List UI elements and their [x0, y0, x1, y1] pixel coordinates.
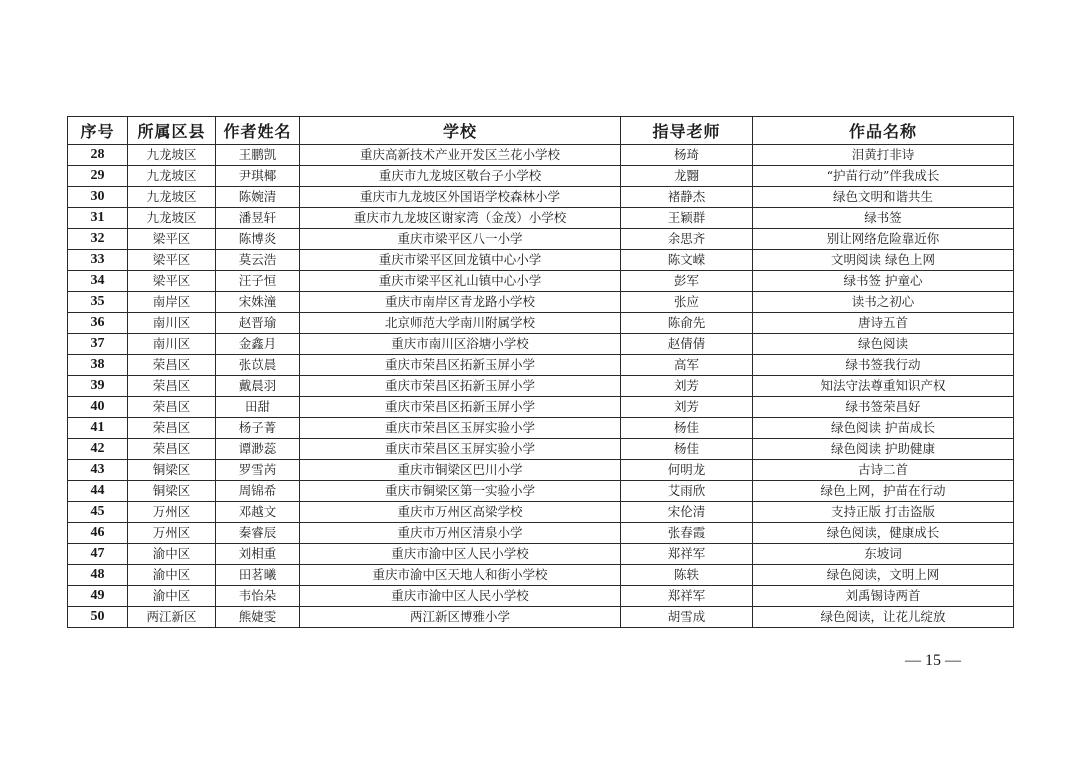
table-row [68, 145, 1014, 166]
cell-index: 48 [68, 565, 128, 586]
cell-school: 重庆市梁平区回龙镇中心小学 [300, 250, 621, 271]
cell-work-title: 绿书签我行动 [753, 355, 1014, 376]
cell-author: 周锦希 [216, 481, 300, 502]
cell-index: 37 [68, 334, 128, 355]
col-header-district: 所属区县 [128, 117, 216, 145]
cell-district: 万州区 [128, 523, 216, 544]
cell-school: 北京师范大学南川附属学校 [300, 313, 621, 334]
cell-school: 重庆市荣昌区玉屏实验小学 [300, 439, 621, 460]
cell-work-title: 绿色阅读，健康成长 [753, 523, 1014, 544]
cell-author: 邓越文 [216, 502, 300, 523]
table-row [68, 397, 1014, 418]
cell-teacher: 陈轶 [621, 565, 753, 586]
table-row [68, 418, 1014, 439]
table-row [68, 229, 1014, 250]
col-header-school: 学校 [300, 117, 621, 145]
cell-teacher: 郑祥军 [621, 544, 753, 565]
cell-work-title: 绿书签荣昌好 [753, 397, 1014, 418]
cell-district: 梁平区 [128, 250, 216, 271]
cell-work-title: 古诗二首 [753, 460, 1014, 481]
cell-school: 重庆市九龙坡区谢家湾（金茂）小学校 [300, 208, 621, 229]
cell-teacher: 何明龙 [621, 460, 753, 481]
cell-school: 重庆市九龙坡区外国语学校森林小学 [300, 187, 621, 208]
cell-index: 40 [68, 397, 128, 418]
cell-work-title: 绿色上网，护苗在行动 [753, 481, 1014, 502]
cell-author: 金鑫月 [216, 334, 300, 355]
cell-work-title: 刘禹锡诗两首 [753, 586, 1014, 607]
cell-author: 秦睿辰 [216, 523, 300, 544]
cell-index: 29 [68, 166, 128, 187]
cell-teacher: 张春霞 [621, 523, 753, 544]
cell-district: 南岸区 [128, 292, 216, 313]
cell-work-title: 绿书签 [753, 208, 1014, 229]
cell-teacher: 刘芳 [621, 376, 753, 397]
table-row [68, 250, 1014, 271]
cell-author: 王鹏凯 [216, 145, 300, 166]
cell-work-title: 泪黄打非诗 [753, 145, 1014, 166]
cell-index: 50 [68, 607, 128, 628]
cell-work-title: 读书之初心 [753, 292, 1014, 313]
cell-school: 重庆市渝中区人民小学校 [300, 586, 621, 607]
cell-district: 渝中区 [128, 544, 216, 565]
cell-teacher: 胡雪成 [621, 607, 753, 628]
table-row [68, 208, 1014, 229]
cell-teacher: 刘芳 [621, 397, 753, 418]
cell-index: 43 [68, 460, 128, 481]
cell-school: 重庆市荣昌区拓新玉屏小学 [300, 376, 621, 397]
cell-school: 重庆市铜梁区第一实验小学 [300, 481, 621, 502]
cell-index: 30 [68, 187, 128, 208]
cell-teacher: 陈俞先 [621, 313, 753, 334]
table-row [68, 523, 1014, 544]
cell-author: 汪子恒 [216, 271, 300, 292]
cell-index: 35 [68, 292, 128, 313]
cell-index: 42 [68, 439, 128, 460]
cell-school: 重庆市梁平区八一小学 [300, 229, 621, 250]
cell-author: 杨子菁 [216, 418, 300, 439]
col-header-teacher: 指导老师 [621, 117, 753, 145]
cell-index: 39 [68, 376, 128, 397]
cell-district: 荣昌区 [128, 376, 216, 397]
table-row [68, 355, 1014, 376]
cell-index: 46 [68, 523, 128, 544]
cell-school: 重庆市南岸区青龙路小学校 [300, 292, 621, 313]
cell-teacher: 杨佳 [621, 439, 753, 460]
cell-teacher: 王颖群 [621, 208, 753, 229]
cell-index: 34 [68, 271, 128, 292]
table-row [68, 439, 1014, 460]
cell-work-title: 绿色阅读，文明上网 [753, 565, 1014, 586]
table-row [68, 607, 1014, 628]
table-row [68, 481, 1014, 502]
cell-district: 荣昌区 [128, 397, 216, 418]
cell-district: 南川区 [128, 334, 216, 355]
table-row [68, 166, 1014, 187]
table-row [68, 334, 1014, 355]
cell-district: 荣昌区 [128, 418, 216, 439]
cell-author: 陈博炎 [216, 229, 300, 250]
table-row [68, 586, 1014, 607]
cell-district: 渝中区 [128, 565, 216, 586]
cell-district: 梁平区 [128, 229, 216, 250]
cell-work-title: 绿色阅读，让花儿绽放 [753, 607, 1014, 628]
cell-index: 44 [68, 481, 128, 502]
cell-work-title: 绿色阅读 护助健康 [753, 439, 1014, 460]
cell-teacher: 高军 [621, 355, 753, 376]
cell-district: 九龙坡区 [128, 166, 216, 187]
cell-district: 铜梁区 [128, 481, 216, 502]
cell-school: 重庆市万州区高梁学校 [300, 502, 621, 523]
cell-teacher: 彭军 [621, 271, 753, 292]
table-row [68, 313, 1014, 334]
table-row [68, 544, 1014, 565]
cell-index: 47 [68, 544, 128, 565]
cell-index: 33 [68, 250, 128, 271]
cell-author: 田甜 [216, 397, 300, 418]
cell-author: 田茗曦 [216, 565, 300, 586]
cell-work-title: 别让网络危险靠近你 [753, 229, 1014, 250]
cell-author: 尹琪椰 [216, 166, 300, 187]
cell-school: 重庆市南川区浴塘小学校 [300, 334, 621, 355]
table-row [68, 271, 1014, 292]
cell-district: 两江新区 [128, 607, 216, 628]
cell-work-title: 支持正版 打击盗版 [753, 502, 1014, 523]
page-number: — 15 — [905, 652, 961, 669]
cell-teacher: 陈文嵘 [621, 250, 753, 271]
cell-author: 刘相重 [216, 544, 300, 565]
cell-index: 45 [68, 502, 128, 523]
cell-teacher: 杨琦 [621, 145, 753, 166]
cell-work-title: 绿色阅读 [753, 334, 1014, 355]
cell-work-title: 绿色阅读 护苗成长 [753, 418, 1014, 439]
table-row [68, 460, 1014, 481]
cell-author: 赵晋瑜 [216, 313, 300, 334]
table-row [68, 502, 1014, 523]
cell-teacher: 龙翾 [621, 166, 753, 187]
table-row [68, 376, 1014, 397]
cell-author: 莫云浩 [216, 250, 300, 271]
cell-teacher: 艾雨欣 [621, 481, 753, 502]
cell-teacher: 余思齐 [621, 229, 753, 250]
col-header-work-title: 作品名称 [753, 117, 1014, 145]
cell-school: 重庆市梁平区礼山镇中心小学 [300, 271, 621, 292]
cell-district: 九龙坡区 [128, 208, 216, 229]
cell-teacher: 郑祥军 [621, 586, 753, 607]
cell-district: 荣昌区 [128, 355, 216, 376]
cell-author: 张苡晨 [216, 355, 300, 376]
cell-school: 重庆市九龙坡区敬台子小学校 [300, 166, 621, 187]
cell-teacher: 褚静杰 [621, 187, 753, 208]
cell-author: 韦怡朵 [216, 586, 300, 607]
cell-index: 41 [68, 418, 128, 439]
cell-work-title: “护苗行动”伴我成长 [753, 166, 1014, 187]
cell-school: 重庆市万州区清泉小学 [300, 523, 621, 544]
cell-teacher: 张应 [621, 292, 753, 313]
cell-school: 重庆市渝中区人民小学校 [300, 544, 621, 565]
cell-district: 铜梁区 [128, 460, 216, 481]
cell-district: 九龙坡区 [128, 145, 216, 166]
cell-district: 南川区 [128, 313, 216, 334]
cell-index: 49 [68, 586, 128, 607]
cell-author: 潘昱轩 [216, 208, 300, 229]
cell-index: 31 [68, 208, 128, 229]
table-row [68, 292, 1014, 313]
cell-author: 罗雪芮 [216, 460, 300, 481]
cell-district: 万州区 [128, 502, 216, 523]
header-row [68, 117, 1014, 145]
cell-author: 戴晨羽 [216, 376, 300, 397]
cell-work-title: 绿书签 护童心 [753, 271, 1014, 292]
cell-index: 28 [68, 145, 128, 166]
cell-work-title: 唐诗五首 [753, 313, 1014, 334]
table-row [68, 565, 1014, 586]
cell-author: 熊婕雯 [216, 607, 300, 628]
cell-index: 32 [68, 229, 128, 250]
cell-school: 重庆市荣昌区玉屏实验小学 [300, 418, 621, 439]
cell-district: 荣昌区 [128, 439, 216, 460]
cell-school: 两江新区博雅小学 [300, 607, 621, 628]
cell-author: 谭渺蕊 [216, 439, 300, 460]
cell-work-title: 文明阅读 绿色上网 [753, 250, 1014, 271]
cell-school: 重庆高新技术产业开发区兰花小学校 [300, 145, 621, 166]
cell-work-title: 绿色文明和谐共生 [753, 187, 1014, 208]
cell-school: 重庆市荣昌区拓新玉屏小学 [300, 397, 621, 418]
table-body [68, 145, 1014, 628]
table-row [68, 187, 1014, 208]
cell-district: 渝中区 [128, 586, 216, 607]
cell-school: 重庆市荣昌区拓新玉屏小学 [300, 355, 621, 376]
table-header [68, 117, 1014, 145]
cell-school: 重庆市渝中区天地人和街小学校 [300, 565, 621, 586]
cell-teacher: 杨佳 [621, 418, 753, 439]
col-header-author: 作者姓名 [216, 117, 300, 145]
cell-work-title: 东坡词 [753, 544, 1014, 565]
cell-author: 宋姝潼 [216, 292, 300, 313]
col-header-index: 序号 [68, 117, 128, 145]
cell-school: 重庆市铜梁区巴川小学 [300, 460, 621, 481]
works-table [67, 116, 1014, 628]
cell-work-title: 知法守法尊重知识产权 [753, 376, 1014, 397]
cell-teacher: 宋伦清 [621, 502, 753, 523]
cell-district: 九龙坡区 [128, 187, 216, 208]
cell-index: 38 [68, 355, 128, 376]
cell-author: 陈婉清 [216, 187, 300, 208]
cell-index: 36 [68, 313, 128, 334]
cell-teacher: 赵倩倩 [621, 334, 753, 355]
cell-district: 梁平区 [128, 271, 216, 292]
